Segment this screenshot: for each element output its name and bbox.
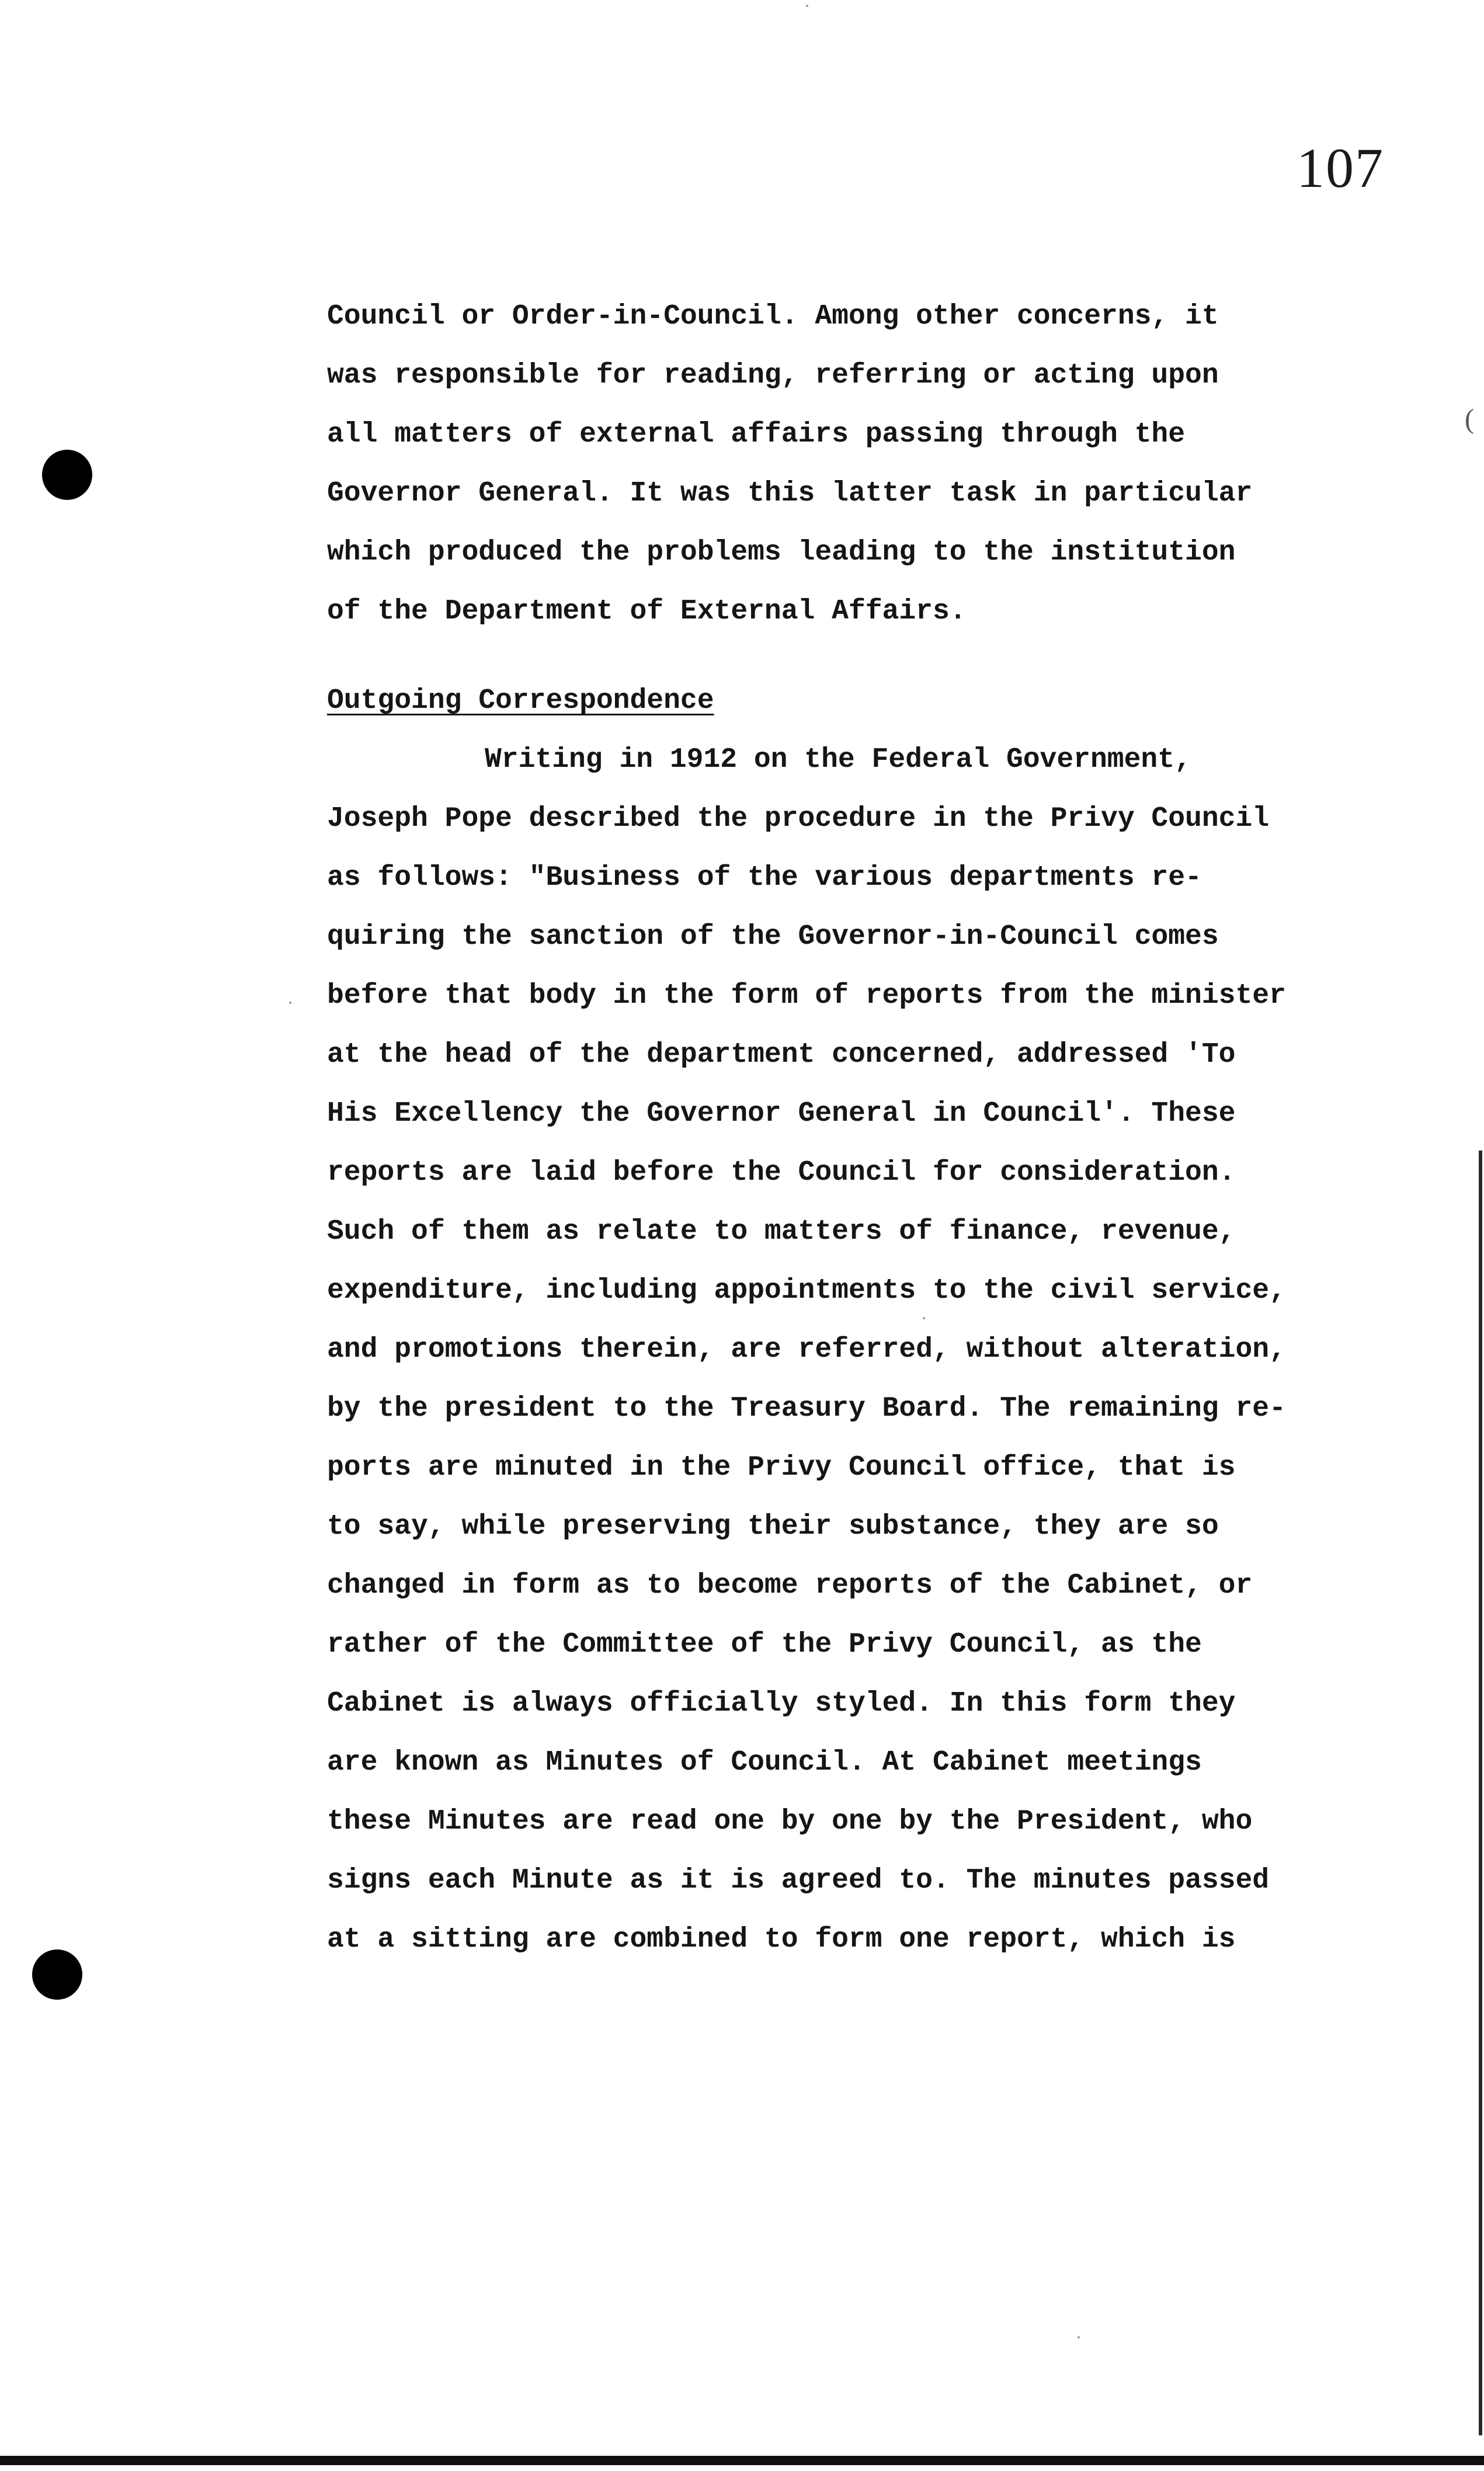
- text-line: signs each Minute as it is agreed to. The minutes passed: [327, 1865, 1270, 1896]
- text-line: all matters of external affairs passing through the: [327, 419, 1186, 450]
- text-line: ports are minuted in the Privy Council office, that is: [327, 1452, 1236, 1483]
- text-line: before that body in the form of reports from the minister: [327, 980, 1286, 1012]
- text-line: at the head of the department concerned, addressed 'To: [327, 1039, 1236, 1071]
- margin-mark: (: [1465, 404, 1474, 435]
- scan-speck: [806, 5, 808, 7]
- punch-hole-bottom: [32, 1949, 82, 2000]
- text-line: reports are laid before the Council for consideration.: [327, 1157, 1236, 1188]
- text-line: and promotions therein, are referred, without alteration,: [327, 1334, 1286, 1365]
- text-line: Writing in 1912 on the Federal Government,: [485, 744, 1191, 776]
- punch-hole-top: [42, 450, 92, 500]
- text-line: are known as Minutes of Council. At Cabinet meetings: [327, 1747, 1202, 1778]
- scan-speck: [289, 1002, 291, 1004]
- text-line: at a sitting are combined to form one report, which is: [327, 1924, 1236, 1955]
- text-line: these Minutes are read one by one by the President, who: [327, 1806, 1253, 1837]
- body-text: [327, 287, 1372, 1969]
- text-line: Council or Order-in-Council. Among other concerns, it: [327, 301, 1219, 332]
- text-line: by the president to the Treasury Board. The remaining re-: [327, 1393, 1286, 1424]
- text-line: changed in form as to become reports of the Cabinet, or: [327, 1570, 1253, 1601]
- scan-speck: [1078, 2336, 1080, 2338]
- text-line: rather of the Committee of the Privy Council, as the: [327, 1629, 1202, 1660]
- text-line: to say, while preserving their substance, they are so: [327, 1511, 1219, 1542]
- text-line: quiring the sanction of the Governor-in-Council comes: [327, 921, 1219, 953]
- section-heading: Outgoing Correspondence: [327, 685, 714, 717]
- text-line: as follows: "Business of the various departments re-: [327, 862, 1202, 894]
- text-line: Such of them as relate to matters of finance, revenue,: [327, 1216, 1236, 1247]
- paragraph-continued: [327, 287, 1372, 641]
- paragraph-outgoing-correspondence: [327, 731, 1372, 1969]
- text-line: Cabinet is always officially styled. In this form they: [327, 1688, 1236, 1719]
- text-line: which produced the problems leading to the institution: [327, 537, 1236, 568]
- scan-edge-bottom: [0, 2456, 1484, 2465]
- text-line: of the Department of External Affairs.: [327, 596, 967, 627]
- scan-edge-right: [1479, 1151, 1482, 2435]
- text-line: Joseph Pope described the procedure in the Privy Council: [327, 803, 1270, 835]
- text-line: Governor General. It was this latter task in particular: [327, 478, 1253, 509]
- text-line: expenditure, including appointments to the civil service,: [327, 1275, 1286, 1306]
- text-line: His Excellency the Governor General in Council'. These: [327, 1098, 1236, 1129]
- page-number: 107: [1297, 137, 1384, 199]
- text-line: was responsible for reading, referring or acting upon: [327, 360, 1219, 391]
